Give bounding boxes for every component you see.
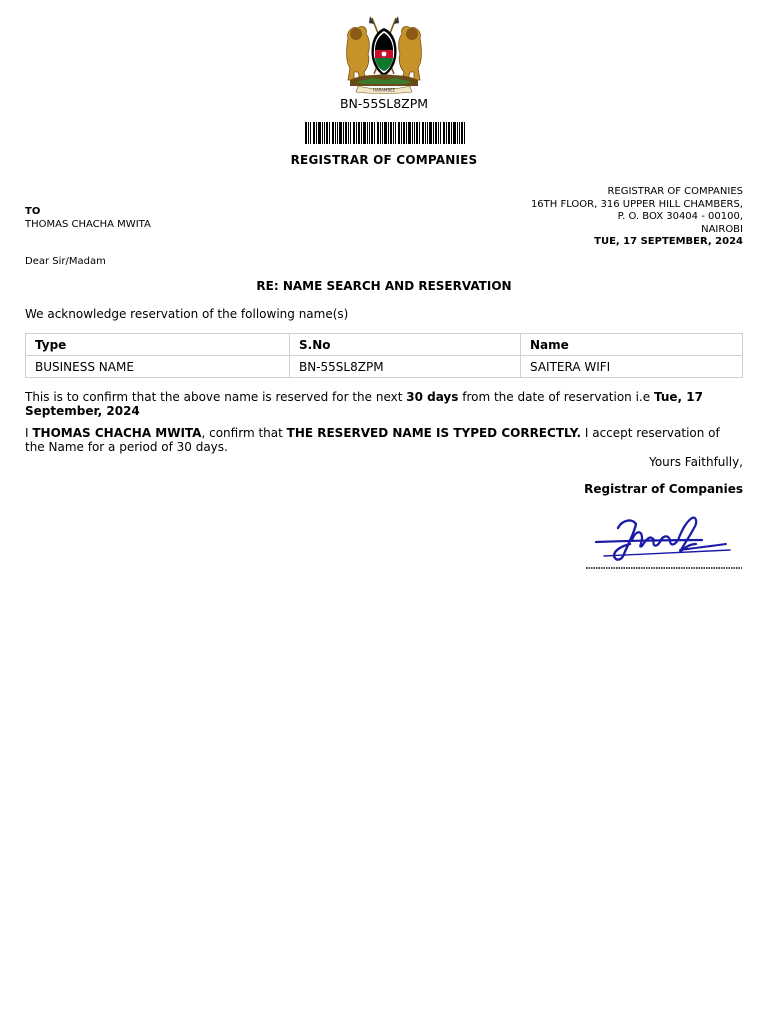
cell-type: BUSINESS NAME bbox=[26, 356, 290, 378]
coat-of-arms-icon bbox=[342, 14, 426, 94]
acceptance-statement: THE RESERVED NAME IS TYPED CORRECTLY. bbox=[286, 426, 582, 440]
acceptance-suffix: I accept reservation of the Name for a period of 30 days. bbox=[25, 426, 720, 454]
cell-name: SAITERA WIFI bbox=[521, 356, 743, 378]
confirmation-paragraph bbox=[25, 391, 743, 418]
recipient-block bbox=[25, 205, 151, 231]
reservation-date: Tue, 17 September, 2024 bbox=[25, 390, 703, 418]
sender-line-4: NAIROBI bbox=[701, 223, 743, 235]
acceptance-prefix: I bbox=[25, 426, 33, 440]
sender-line-1: REGISTRAR OF COMPANIES bbox=[607, 186, 743, 197]
applicant-name: THOMAS CHACHA MWITA bbox=[32, 426, 202, 440]
sender-line-3: P. O. BOX 30404 - 00100, bbox=[617, 211, 743, 222]
registrar-title: REGISTRAR OF COMPANIES bbox=[290, 153, 478, 167]
acknowledgement-text: We acknowledge reservation of the following name(s) bbox=[25, 307, 349, 321]
signatory-title: Registrar of Companies bbox=[584, 482, 743, 496]
signature-stroke bbox=[604, 550, 730, 556]
sender-line-2: 16TH FLOOR, 316 UPPER HILL CHAMBERS, bbox=[530, 198, 743, 210]
acceptance-mid: , confirm that bbox=[201, 426, 287, 440]
table-row bbox=[26, 356, 743, 378]
to-label: TO bbox=[25, 206, 41, 217]
column-header-name: Name bbox=[521, 334, 743, 356]
svg-text:HARAMBEE: HARAMBEE bbox=[372, 87, 396, 93]
letter-date: TUE, 17 SEPTEMBER, 2024 bbox=[594, 236, 743, 247]
subject-heading: RE: NAME SEARCH AND RESERVATION bbox=[256, 279, 512, 293]
recipient-name: THOMAS CHACHA MWITA bbox=[25, 219, 151, 230]
column-header-type: Type bbox=[26, 334, 290, 356]
table-header-row bbox=[26, 334, 743, 356]
acceptance-paragraph bbox=[25, 427, 743, 454]
cell-sno: BN-55SL8ZPM bbox=[290, 356, 521, 378]
column-header-sno: S.No bbox=[290, 334, 521, 356]
salutation: Dear Sir/Madam bbox=[25, 256, 106, 267]
confirmation-text-2: from the date of reservation i.e bbox=[458, 390, 654, 404]
valediction: Yours Faithfully, bbox=[649, 455, 743, 469]
confirmation-text-1: This is to confirm that the above name is reserved for the next bbox=[25, 390, 407, 404]
sender-address-block bbox=[531, 186, 743, 249]
barcode-icon bbox=[305, 122, 465, 144]
signature-icon bbox=[584, 510, 744, 572]
reservation-period: 30 days bbox=[406, 390, 459, 404]
reserved-names-table bbox=[25, 333, 743, 378]
signature-stroke bbox=[678, 518, 696, 552]
reference-number: BN-55SL8ZPM bbox=[339, 96, 429, 111]
